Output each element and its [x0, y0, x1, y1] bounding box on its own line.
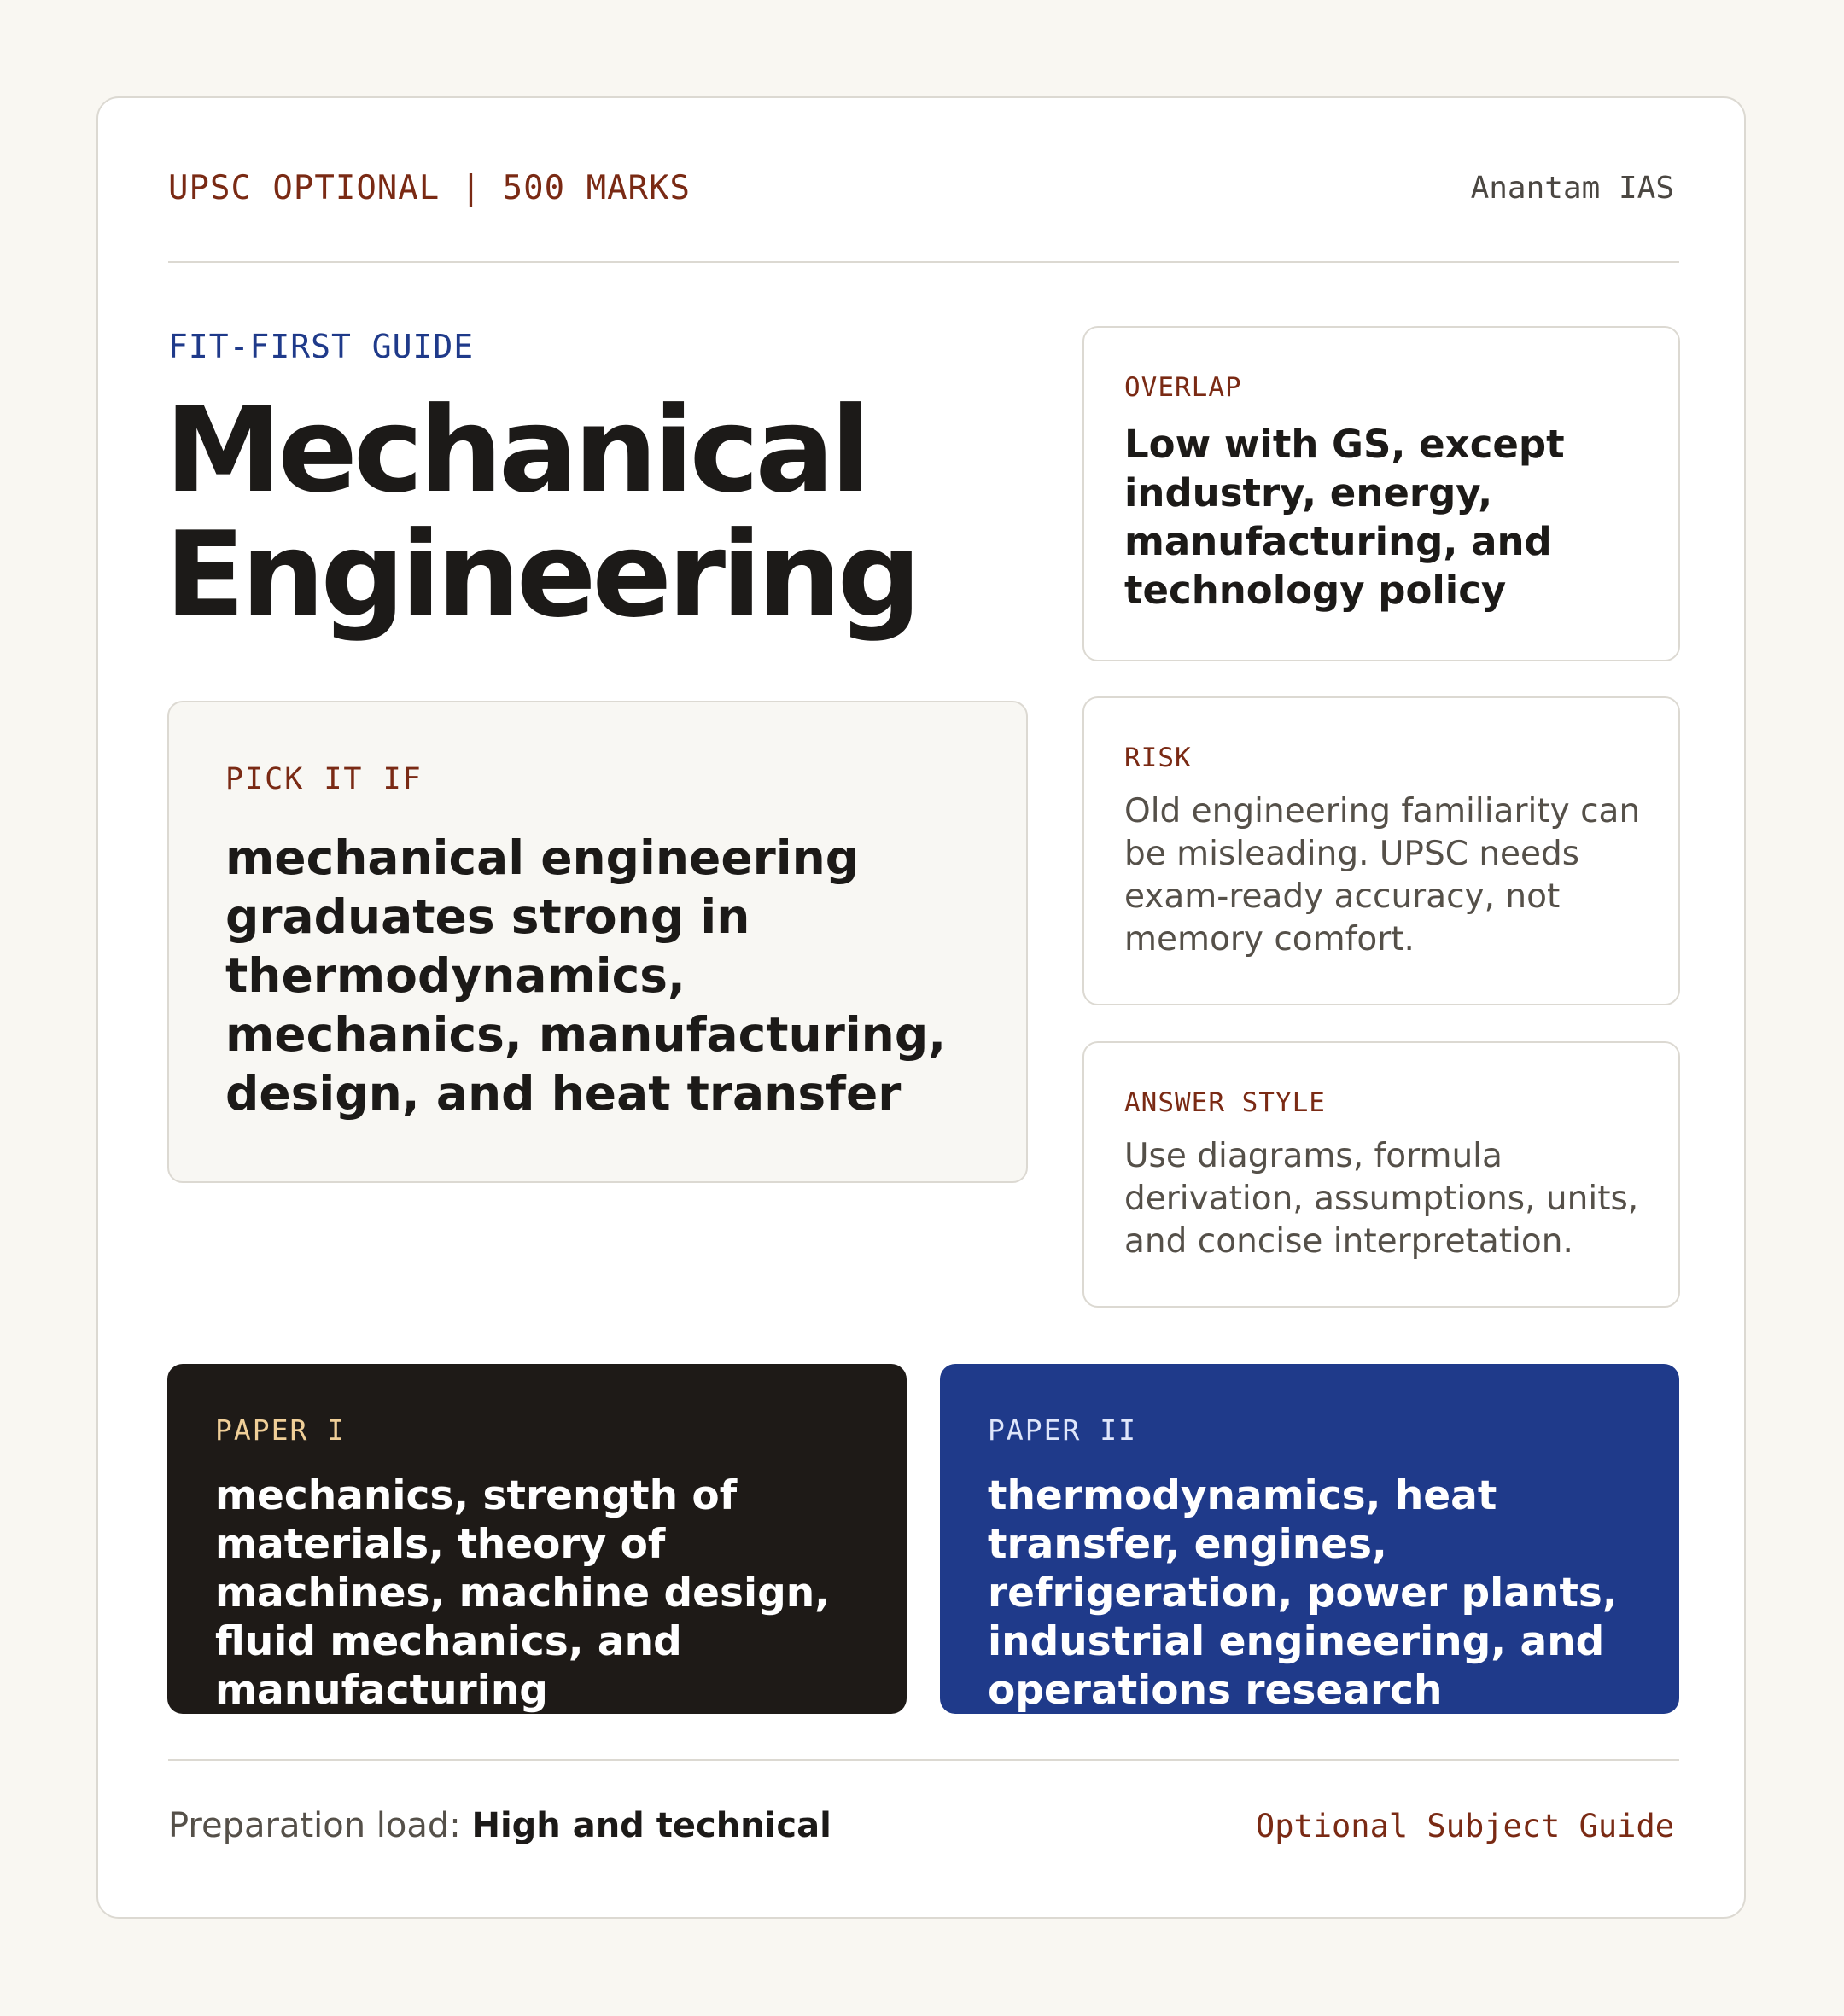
header-divider [168, 261, 1679, 263]
paper-2-panel [940, 1364, 1679, 1714]
paper-1-topics: mechanics, strength of materials, theory of machines, machine design, fluid mechanics, and manufacturing [215, 1472, 831, 1714]
overlap-panel [1082, 326, 1680, 661]
footer-guide-name: Optional Subject Guide [1255, 1808, 1674, 1844]
title-line-2: Engineering [165, 506, 918, 644]
preparation-load-label: Preparation load: [168, 1806, 461, 1845]
preparation-load-value: High and technical [471, 1806, 832, 1845]
footer-divider [168, 1759, 1679, 1761]
paper-2-topics: thermodynamics, heat transfer, engines, refrigeration, power plants, industrial engineering, and operations research [988, 1472, 1618, 1714]
answer-style-text: Use diagrams, formula derivation, assumptions, units, and concise interpretation. [1124, 1137, 1639, 1261]
paper-1-label: PAPER I [215, 1413, 347, 1447]
title-line-1: Mechanical [165, 382, 867, 519]
exam-kicker: UPSC OPTIONAL | 500 MARKS [168, 169, 691, 207]
risk-label: RISK [1124, 743, 1192, 773]
risk-text: Old engineering familiarity can be misleading. UPSC needs exam-ready accuracy, not memory comfort. [1124, 792, 1641, 958]
pick-it-if-text: mechanical engineering graduates strong in thermodynamics, mechanics, manufacturing, design, and heat transfer [225, 830, 947, 1121]
answer-style-label: ANSWER STYLE [1124, 1087, 1326, 1118]
paper-1-panel [167, 1364, 907, 1714]
pick-it-if-panel [167, 701, 1028, 1183]
answer-style-panel [1082, 1041, 1680, 1308]
page-title [165, 382, 1018, 644]
brand-name: Anantam IAS [1470, 171, 1674, 206]
overlap-text: Low with GS, except industry, energy, manufacturing, and technology policy [1124, 422, 1565, 613]
pick-it-if-label: PICK IT IF [225, 762, 423, 796]
preparation-load [168, 1806, 832, 1845]
paper-2-label: PAPER II [988, 1413, 1137, 1447]
guide-card [96, 96, 1746, 1919]
risk-panel [1082, 696, 1680, 1005]
guide-label: FIT-FIRST GUIDE [168, 328, 475, 365]
overlap-label: OVERLAP [1124, 372, 1242, 403]
